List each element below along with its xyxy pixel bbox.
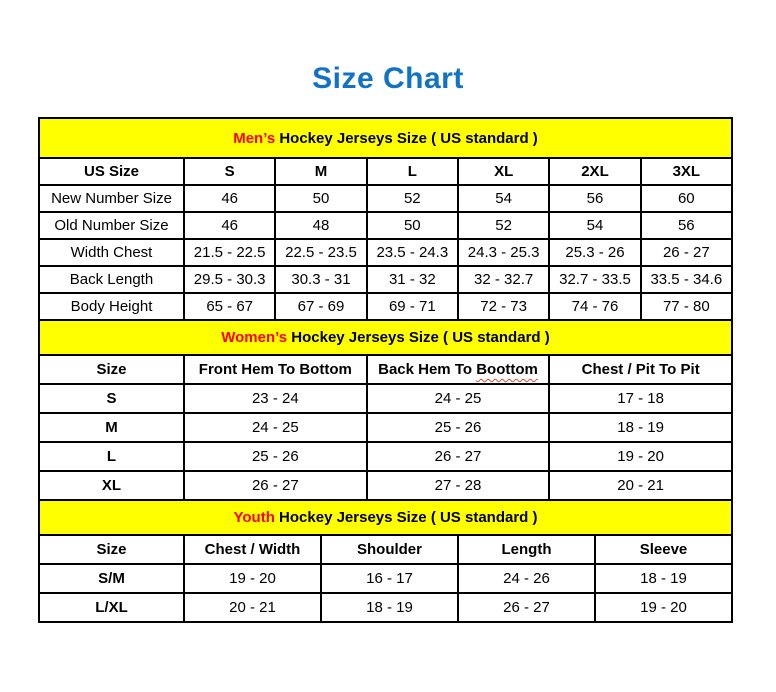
youth-row-label: S/M xyxy=(39,564,184,593)
youth-size-value: 18 - 19 xyxy=(321,593,458,622)
womens-column-header: Chest / Pit To Pit xyxy=(549,355,732,384)
mens-section-title-highlight: Men’s xyxy=(233,129,276,147)
mens-size-value: 31 - 32 xyxy=(367,266,458,293)
youth-size-value: 26 - 27 xyxy=(458,593,595,622)
mens-section-title-rest: Hockey Jerseys Size ( US standard ) xyxy=(275,129,538,147)
womens-section-header-row xyxy=(39,320,732,355)
youth-column-header: Chest / Width xyxy=(184,535,321,564)
page-title: Size Chart xyxy=(312,62,464,95)
mens-section-header-row xyxy=(39,118,732,158)
mens-row xyxy=(39,185,732,212)
womens-size-value: 24 - 25 xyxy=(184,413,367,442)
youth-column-header: Size xyxy=(39,535,184,564)
womens-row xyxy=(39,384,732,413)
youth-row-label: L/XL xyxy=(39,593,184,622)
womens-size-value: 26 - 27 xyxy=(184,471,367,500)
womens-size-value: 20 - 21 xyxy=(549,471,732,500)
womens-size-table xyxy=(38,319,733,501)
womens-size-value: 25 - 26 xyxy=(184,442,367,471)
youth-size-value: 16 - 17 xyxy=(321,564,458,593)
womens-row xyxy=(39,471,732,500)
mens-size-value: 69 - 71 xyxy=(367,293,458,320)
mens-size-value: 67 - 69 xyxy=(275,293,366,320)
youth-row xyxy=(39,564,732,593)
mens-size-value: 24.3 - 25.3 xyxy=(458,239,549,266)
mens-row xyxy=(39,266,732,293)
mens-column-header: L xyxy=(367,158,458,185)
mens-size-value: 21.5 - 22.5 xyxy=(184,239,275,266)
mens-column-header: M xyxy=(275,158,366,185)
mens-size-value: 48 xyxy=(275,212,366,239)
mens-columns-row xyxy=(39,158,732,185)
youth-size-value: 19 - 20 xyxy=(595,593,732,622)
youth-size-table xyxy=(38,499,733,623)
mens-size-value: 25.3 - 26 xyxy=(549,239,640,266)
mens-row xyxy=(39,212,732,239)
youth-section-title-highlight: Youth xyxy=(233,509,275,526)
mens-size-value: 52 xyxy=(458,212,549,239)
mens-size-value: 60 xyxy=(641,185,732,212)
youth-section-title xyxy=(39,500,732,535)
youth-size-value: 20 - 21 xyxy=(184,593,321,622)
youth-size-value: 24 - 26 xyxy=(458,564,595,593)
mens-size-value: 65 - 67 xyxy=(184,293,275,320)
mens-size-value: 33.5 - 34.6 xyxy=(641,266,732,293)
mens-row xyxy=(39,239,732,266)
mens-size-value: 32 - 32.7 xyxy=(458,266,549,293)
womens-column-header: Size xyxy=(39,355,184,384)
womens-size-value: 27 - 28 xyxy=(367,471,550,500)
womens-size-value: 18 - 19 xyxy=(549,413,732,442)
mens-size-value: 54 xyxy=(549,212,640,239)
mens-size-value: 22.5 - 23.5 xyxy=(275,239,366,266)
mens-size-value: 56 xyxy=(641,212,732,239)
mens-size-value: 72 - 73 xyxy=(458,293,549,320)
youth-section-title-rest: Hockey Jerseys Size ( US standard ) xyxy=(274,509,538,526)
mens-size-value: 46 xyxy=(184,212,275,239)
mens-row-label: Width Chest xyxy=(39,239,184,266)
womens-section-title-rest: Hockey Jerseys Size ( US standard ) xyxy=(287,329,550,346)
womens-section-title xyxy=(39,320,732,355)
mens-size-value: 29.5 - 30.3 xyxy=(184,266,275,293)
womens-column-header: Back Hem To Boottom xyxy=(367,355,550,384)
womens-size-value: 24 - 25 xyxy=(367,384,550,413)
misspelled-word: Boottom xyxy=(476,361,538,378)
mens-size-value: 26 - 27 xyxy=(641,239,732,266)
mens-size-value: 50 xyxy=(275,185,366,212)
womens-row-label: L xyxy=(39,442,184,471)
youth-size-value: 19 - 20 xyxy=(184,564,321,593)
mens-size-value: 50 xyxy=(367,212,458,239)
mens-row-label: Back Length xyxy=(39,266,184,293)
youth-column-header: Sleeve xyxy=(595,535,732,564)
mens-size-value: 74 - 76 xyxy=(549,293,640,320)
womens-row xyxy=(39,442,732,471)
mens-table-body xyxy=(39,118,732,320)
youth-row xyxy=(39,593,732,622)
mens-section-title xyxy=(39,118,732,158)
mens-size-value: 56 xyxy=(549,185,640,212)
womens-size-value: 19 - 20 xyxy=(549,442,732,471)
mens-size-value: 54 xyxy=(458,185,549,212)
womens-row-label: M xyxy=(39,413,184,442)
womens-column-header: Front Hem To Bottom xyxy=(184,355,367,384)
womens-row-label: XL xyxy=(39,471,184,500)
womens-row-label: S xyxy=(39,384,184,413)
mens-column-header: S xyxy=(184,158,275,185)
mens-row-label: Body Height xyxy=(39,293,184,320)
mens-column-header: 2XL xyxy=(549,158,640,185)
womens-columns-row xyxy=(39,355,732,384)
womens-size-value: 26 - 27 xyxy=(367,442,550,471)
mens-size-value: 30.3 - 31 xyxy=(275,266,366,293)
mens-size-value: 32.7 - 33.5 xyxy=(549,266,640,293)
size-tables-container xyxy=(38,117,733,623)
womens-section-title-highlight: Women’s xyxy=(221,329,288,346)
mens-size-value: 77 - 80 xyxy=(641,293,732,320)
womens-row xyxy=(39,413,732,442)
youth-column-header: Shoulder xyxy=(321,535,458,564)
mens-row-label: Old Number Size xyxy=(39,212,184,239)
mens-row-label: New Number Size xyxy=(39,185,184,212)
womens-size-value: 25 - 26 xyxy=(367,413,550,442)
mens-size-value: 46 xyxy=(184,185,275,212)
youth-columns-row xyxy=(39,535,732,564)
mens-row xyxy=(39,293,732,320)
mens-column-header: US Size xyxy=(39,158,184,185)
mens-size-value: 23.5 - 24.3 xyxy=(367,239,458,266)
youth-table-body xyxy=(39,500,732,622)
mens-size-value: 52 xyxy=(367,185,458,212)
mens-size-table xyxy=(38,117,733,321)
mens-column-header: 3XL xyxy=(641,158,732,185)
youth-size-value: 18 - 19 xyxy=(595,564,732,593)
womens-size-value: 23 - 24 xyxy=(184,384,367,413)
mens-column-header: XL xyxy=(458,158,549,185)
womens-size-value: 17 - 18 xyxy=(549,384,732,413)
youth-column-header: Length xyxy=(458,535,595,564)
youth-section-header-row xyxy=(39,500,732,535)
womens-table-body xyxy=(39,320,732,500)
